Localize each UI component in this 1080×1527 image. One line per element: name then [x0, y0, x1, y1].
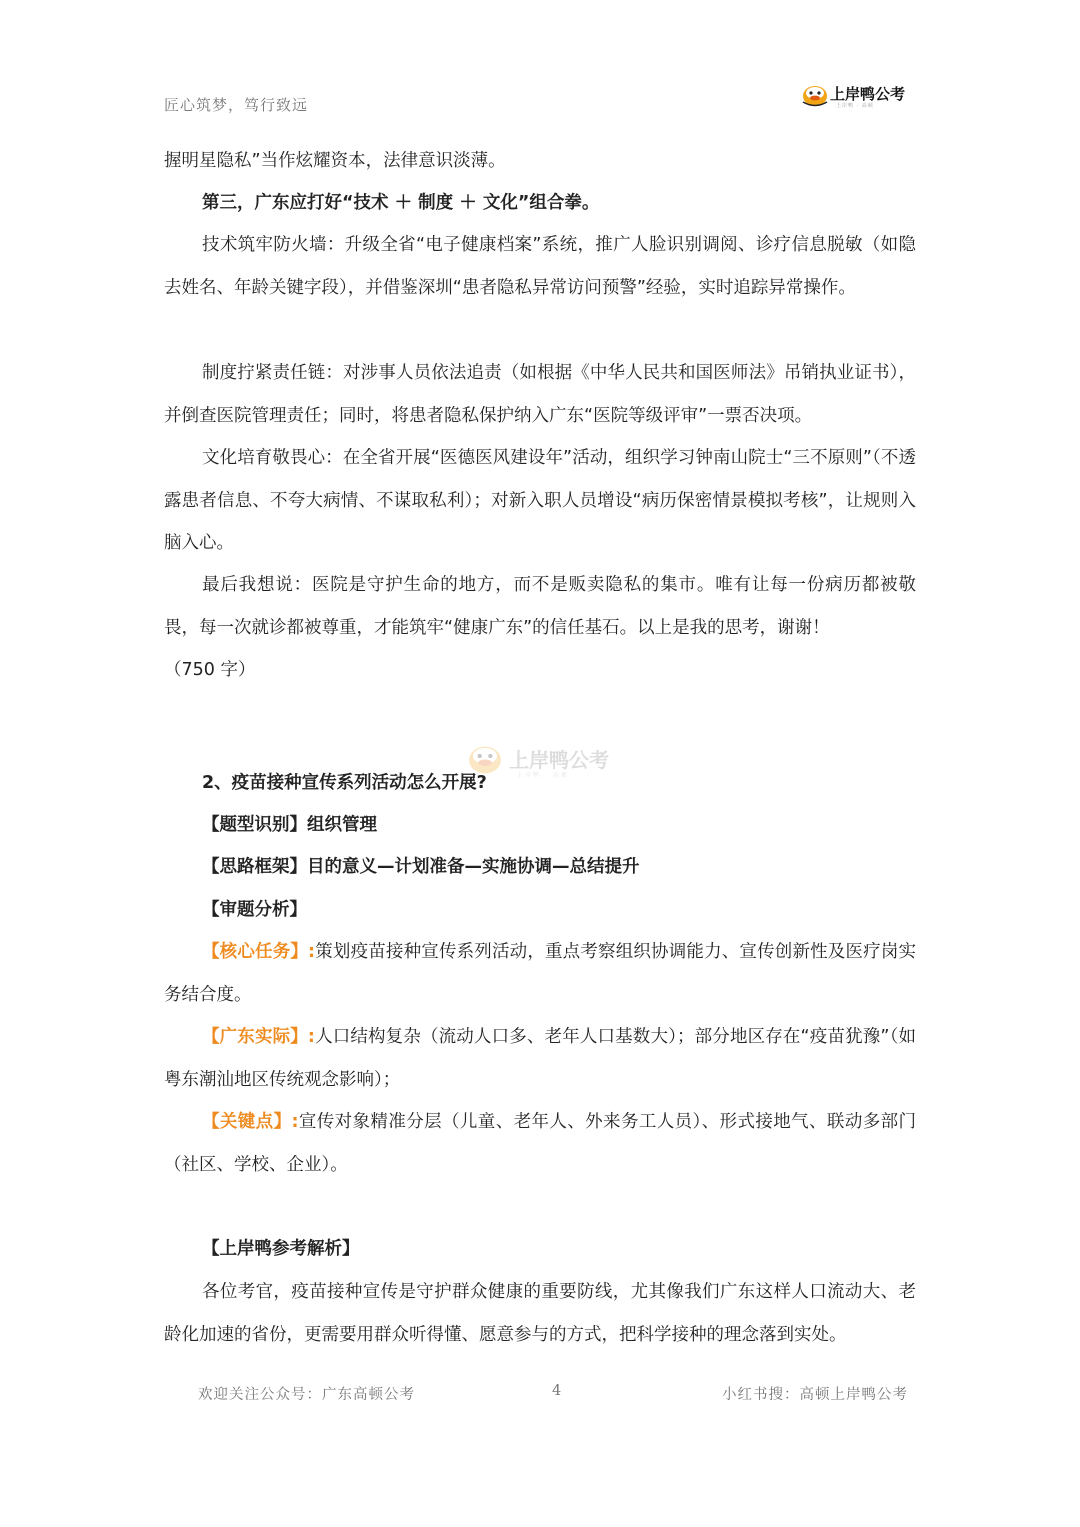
key-points-text: 宣传对象精准分层（儿童、老年人、外来务工人员）、形式接地气、联动多部门（社区、学校、企业）。	[164, 1112, 916, 1175]
logo-subtitle: 上岸鸭 · 高顿	[836, 103, 874, 109]
heading-third-point: 第三，广东应打好“技术 ＋ 制度 ＋ 文化”组合拳。	[202, 193, 600, 213]
core-task-label: 【核心任务】:	[202, 942, 316, 962]
key-points-paragraph	[164, 1101, 916, 1186]
watermark-name: 上岸鸭公考	[509, 748, 609, 772]
paragraph-culture: 文化培育敬畏心：在全省开展“医德医风建设年”活动，组织学习钟南山院士“三不原则”（不透露患者信息、不夸大病情、不谋取私利）；对新入职人员增设“病历保密情景模拟考核”，让规则入脑入心。	[164, 448, 916, 553]
reference-analysis-label: 【上岸鸭参考解析】	[202, 1239, 360, 1259]
paragraph-technology: 技术筑牢防火墙：升级全省“电子健康档案”系统，推广人脸识别调阅、诊疗信息脱敏（如隐去姓名、年龄关键字段），并借鉴深圳“患者隐私异常访问预警”经验，实时追踪异常操作。	[164, 235, 916, 298]
reference-analysis-text: 各位考官，疫苗接种宣传是守护群众健康的重要防线，尤其像我们广东这样人口流动大、老龄化加速的省份，更需要用群众听得懂、愿意参与的方式，把科学接种的理念落到实处。	[164, 1282, 916, 1345]
guangdong-reality-label: 【广东实际】:	[202, 1027, 315, 1047]
guangdong-reality-text: 人口结构复杂（流动人口多、老年人口基数大）；部分地区存在“疫苗犹豫”（如粤东潮汕地区传统观念影响）；	[164, 1027, 917, 1090]
brand-logo	[800, 80, 912, 112]
paragraph-system: 制度拧紧责任链：对涉事人员依法追责（如根据《中华人民共和国医师法》吊销执业证书），并倒查医院管理责任；同时，将患者隐私保护纳入广东“医院等级评审”一票否决项。	[164, 363, 916, 426]
question-type-label: 【题型识别】组织管理	[202, 815, 377, 835]
analysis-label: 【审题分析】	[202, 900, 307, 920]
word-count: （750 字）	[164, 660, 256, 680]
key-points-label: 【关键点】:	[202, 1112, 299, 1132]
question-2-title: 2、疫苗接种宣传系列活动怎么开展?	[202, 773, 487, 793]
footer-right: 小红书搜：高顿上岸鸭公考	[722, 1387, 908, 1403]
core-task-text: 策划疫苗接种宣传系列活动，重点考察组织协调能力、宣传创新性及医疗岗实务结合度。	[164, 942, 917, 1005]
footer-left: 欢迎关注公众号：广东高顿公考	[198, 1387, 415, 1403]
paragraph-continuation: 握明星隐私”当作炫耀资本，法律意识淡薄。	[164, 151, 506, 171]
duck-logo-icon	[800, 82, 830, 110]
logo-name: 上岸鸭公考	[830, 85, 906, 103]
header-motto: 匠心筑梦，笃行致远	[164, 96, 309, 114]
framework-label: 【思路框架】目的意义—计划准备—实施协调—总结提升	[202, 857, 640, 877]
page-number: 4	[552, 1383, 563, 1399]
core-task-paragraph	[164, 931, 916, 1016]
paragraph-conclusion: 最后我想说：医院是守护生命的地方，而不是贩卖隐私的集市。唯有让每一份病历都被敬畏，每一次就诊都被尊重，才能筑牢“健康广东”的信任基石。以上是我的思考，谢谢！	[164, 575, 916, 638]
guangdong-reality-paragraph	[164, 1016, 916, 1101]
watermark-subtitle: 上岸鸭 · 高顿	[517, 772, 569, 779]
